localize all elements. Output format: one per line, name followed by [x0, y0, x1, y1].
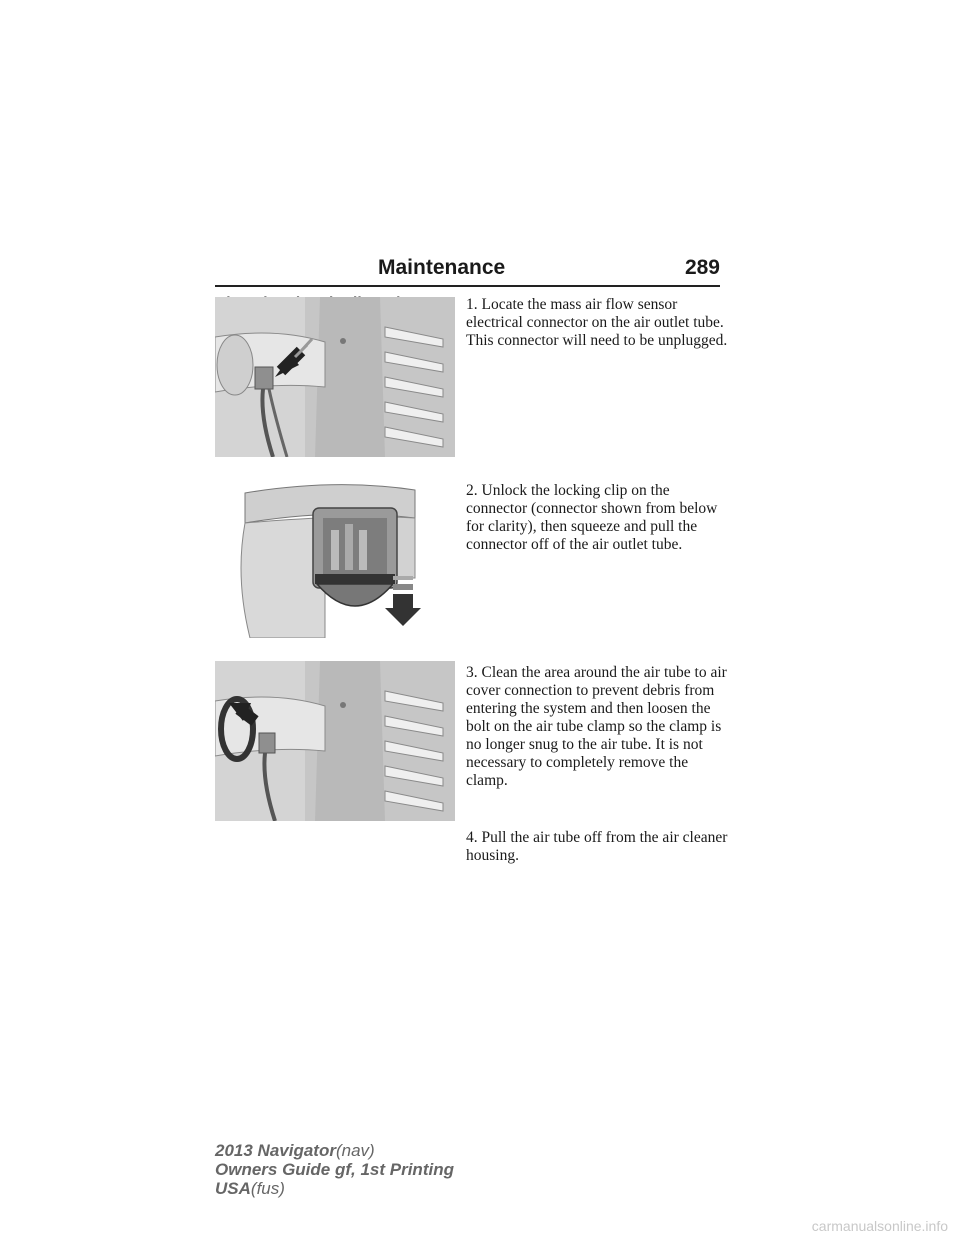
figure-connector-below	[215, 478, 455, 638]
footer-market-code: (fus)	[250, 1179, 285, 1198]
step-3-text: 3. Clean the area around the air tube to air cover connection to prevent debris from entering the system and then loosen the bolt on the air tube clamp so the clamp is no longer snug to the air tube. It is not necessary to completely remove the clamp.	[466, 664, 727, 789]
step-1-text: 1. Locate the mass air flow sensor electrical connector on the air outlet tube. This connector will need to be unplugged.	[466, 296, 728, 349]
footer	[215, 1141, 454, 1198]
header-title: Maintenance	[378, 256, 506, 279]
figure-air-tube-clamp	[215, 661, 455, 821]
step-4-text: 4. Pull the air tube off from the air cleaner housing.	[466, 829, 728, 864]
footer-market: USA	[215, 1179, 251, 1198]
watermark: carmanualsonline.info	[811, 1218, 948, 1234]
footer-guide: Owners Guide gf, 1st Printing	[215, 1160, 454, 1179]
page-number: 289	[684, 256, 720, 279]
figure-maf-connector	[215, 297, 455, 457]
header-rule	[215, 285, 720, 287]
page-header	[215, 256, 720, 286]
footer-model: 2013 Navigator	[215, 1141, 336, 1160]
step-2-text: 2. Unlock the locking clip on the connector (connector shown from below for clarity), then squeeze and pull the connector off of the air outlet tube.	[466, 482, 718, 553]
footer-model-code: (nav)	[335, 1141, 375, 1160]
